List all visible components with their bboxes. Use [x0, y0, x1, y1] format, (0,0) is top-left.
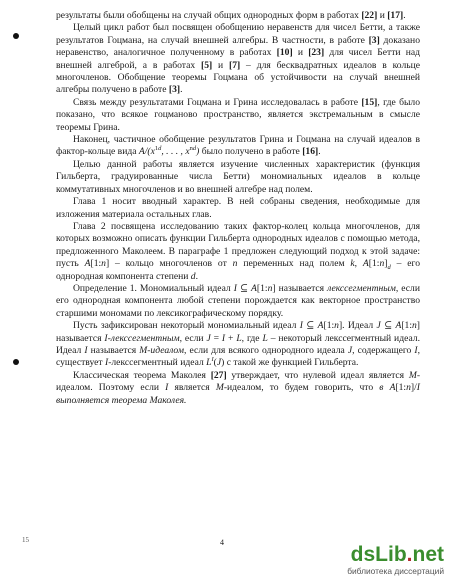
text-run: k: [350, 258, 355, 270]
paragraph: [56, 134, 420, 159]
text-run: n: [334, 320, 339, 332]
paragraph: [56, 370, 420, 407]
text-run: – для бесквадратных идеалов в кольце многочленов. Обобщение теоремы Гоцмана об устойчивости на случай внешней алгебры получено в работе: [56, 59, 421, 96]
text-run: , если его однородная компонента любой степени порождается как векторное пространство старшими мономами по лексикографическому порядку.: [56, 282, 420, 319]
margin-mark: 15: [22, 536, 29, 544]
text-run: I: [211, 356, 214, 364]
text-run: d: [158, 145, 162, 153]
text-run: Классическая теорема Маколея: [73, 369, 211, 381]
text-run: Пусть зафиксирован некоторый мономиальный идеал: [73, 320, 300, 332]
text-run: n: [267, 282, 273, 294]
text-run: ) с такой же функцией Гильберта.: [221, 357, 359, 369]
text-run: .: [403, 10, 406, 21]
text-run: , где: [241, 332, 263, 344]
text-run: для чисел Бетти над внешней алгеброй, а в работах: [56, 47, 420, 71]
citation: [22]: [361, 10, 378, 21]
text-run: Глава 1 носит вводный характер. В ней собраны сведения, необходимые для изложения материала остальных глав.: [56, 196, 420, 220]
text-run: L: [262, 332, 268, 344]
paragraph: [56, 10, 420, 22]
text-run: A: [251, 282, 257, 294]
text-run: ]. Идеал: [338, 320, 377, 332]
citation: [17]: [387, 10, 404, 21]
text-run: n: [189, 145, 193, 153]
text-run: Целью данной работы является изучение численных характеристик (функция Гильберта, градуированные числа Бетти) мономиальных идеалов в кольце коммутативных многочленов и во внешней алгебре над полем.: [56, 158, 420, 195]
text-run: 1: [154, 145, 159, 153]
paragraph: [56, 22, 420, 96]
paragraph: [56, 221, 420, 283]
text-run: A: [317, 320, 324, 332]
text-run: , если для всякого однородного идеала: [184, 344, 348, 356]
text-run: L: [236, 332, 242, 344]
text-run: [1:: [256, 282, 268, 294]
text-run: -идеалом. Поэтому если: [56, 369, 421, 394]
paragraph: [56, 196, 420, 221]
text-run: – некоторый лексcегментный идеал. Идеал: [56, 332, 420, 356]
text-run: .: [180, 84, 183, 96]
text-run: [1:: [401, 320, 412, 332]
citation: [3]: [168, 84, 181, 96]
citation: [27]: [210, 369, 227, 381]
text-run: I: [233, 282, 237, 294]
bullet-mark-top: [13, 33, 19, 39]
text-run: M: [408, 369, 417, 381]
text-run: , существует: [56, 344, 421, 369]
paragraph: [56, 159, 420, 196]
text-run: n: [412, 320, 417, 332]
text-run: d: [387, 264, 391, 272]
text-run: ]: [384, 258, 388, 270]
text-run: называется: [87, 344, 140, 356]
text-run: I: [221, 332, 226, 344]
text-run: A: [395, 320, 402, 332]
text-run: ⊆: [302, 320, 318, 332]
text-run: лексcегментным: [327, 282, 396, 294]
bullet-mark-bottom: [13, 359, 19, 365]
text-run: ] – кольцо многочленов от: [105, 258, 233, 270]
text-run: J: [376, 320, 381, 332]
text-run: и: [292, 47, 309, 59]
paragraph: [56, 97, 420, 134]
text-run: n: [101, 258, 106, 270]
text-run: является: [168, 382, 216, 394]
text-run: ] называется: [272, 282, 328, 294]
text-run: A: [84, 258, 91, 270]
paragraph: [56, 320, 420, 370]
text-run: и: [377, 10, 388, 21]
citation: [16]: [302, 146, 319, 158]
text-run: J: [347, 344, 353, 356]
text-run: было получено в работе: [199, 146, 303, 158]
text-run: , где было показано, что всякое гоцманово пространство, является экстремальным в смысле теоремы Грина.: [56, 96, 420, 133]
watermark-subtitle: библиотека диссертаций: [347, 566, 444, 576]
text-run: [1:: [323, 320, 335, 332]
paragraph: [56, 283, 420, 320]
text-run: ⊆: [236, 282, 252, 294]
citation: [7]: [229, 59, 241, 71]
text-run: (: [213, 357, 217, 369]
text-run: d: [190, 270, 196, 282]
citation: [15]: [361, 96, 378, 108]
text-run: утверждает, что нулевой идеал является: [226, 369, 409, 381]
text-run: -идеалом, то будем говорить, что: [223, 382, 380, 394]
text-run: -лексcегментный идеал: [108, 357, 207, 369]
citation: [23]: [308, 47, 325, 59]
text-run: .: [318, 146, 321, 158]
text-run: M: [215, 382, 224, 394]
text-run: [1:: [90, 258, 102, 270]
page-number: 4: [220, 538, 224, 547]
citation: [3]: [368, 34, 380, 46]
text-run: , содержащего: [352, 344, 415, 356]
text-run: I выполняется теорема Маколея.: [56, 382, 420, 406]
text-run: J: [206, 332, 211, 344]
text-run: I-лексcегментным: [104, 332, 180, 344]
text-run: ] называется: [56, 320, 420, 344]
text-run: Связь между результатами Гоцмана и Грина исследовалась в работе: [73, 96, 362, 108]
text-run: доказано неравенство, аналогичное полученному в работах: [56, 34, 420, 59]
text-run: [1:: [368, 258, 380, 270]
citation: [5]: [201, 59, 213, 71]
text-run: A/(x: [138, 146, 155, 158]
text-run: .: [195, 270, 198, 282]
text-run: n: [232, 258, 238, 270]
watermark-logo[interactable]: [294, 544, 444, 578]
text-run: результаты были обобщены на случай общих однородных форм в работах: [56, 10, 362, 21]
text-run: , если: [179, 332, 207, 344]
text-run: n: [379, 258, 385, 270]
text-run: I: [105, 357, 109, 369]
text-run: A: [362, 258, 369, 270]
body-text: [56, 10, 420, 407]
text-run: в A: [379, 382, 396, 394]
text-run: – его однородная компонента степени: [56, 258, 420, 282]
watermark-logo-text: dsLib.net: [350, 543, 444, 566]
text-run: ,: [354, 258, 363, 270]
text-run: I: [165, 382, 169, 394]
text-run: Наконец, частичное обобщение результатов Грина и Гоцмана на случай идеалов в фактор-кольце вида: [56, 134, 420, 158]
text-run: =: [210, 332, 222, 344]
text-run: ]/: [410, 382, 417, 394]
text-run: I: [299, 320, 303, 332]
text-run: Целый цикл работ был посвящен обобщению неравенств для чисел Бетти, а также результатов Гоцмана, на случай внешней алгебры. В частности, в работе: [56, 22, 420, 46]
text-run: Определение 1. Мономиальный идеал: [73, 282, 234, 294]
text-run: J: [216, 357, 222, 369]
text-run: I: [84, 344, 88, 356]
text-run: M-идеалом: [139, 344, 184, 356]
text-run: [1:: [395, 382, 407, 394]
text-run: и: [212, 59, 230, 71]
text-run: ): [196, 146, 200, 158]
text-run: , . . . , x: [161, 146, 190, 158]
text-run: ⊆: [380, 320, 396, 332]
text-run: +: [225, 332, 237, 344]
text-run: d: [192, 145, 197, 153]
text-run: Глава 2 посвящена исследованию таких фактор-колец кольца многочленов, для которых возможно описать функции Гильберта однородных идеалов с помощью метода, предложенного Маколеем. В параграфе 1 предложен следующий подход к этой задаче: пусть: [56, 220, 420, 270]
text-run: L: [206, 357, 212, 369]
text-run: переменных над полем: [237, 258, 351, 270]
text-run: n: [406, 382, 411, 394]
text-run: I: [414, 344, 418, 356]
citation: [10]: [276, 47, 293, 59]
